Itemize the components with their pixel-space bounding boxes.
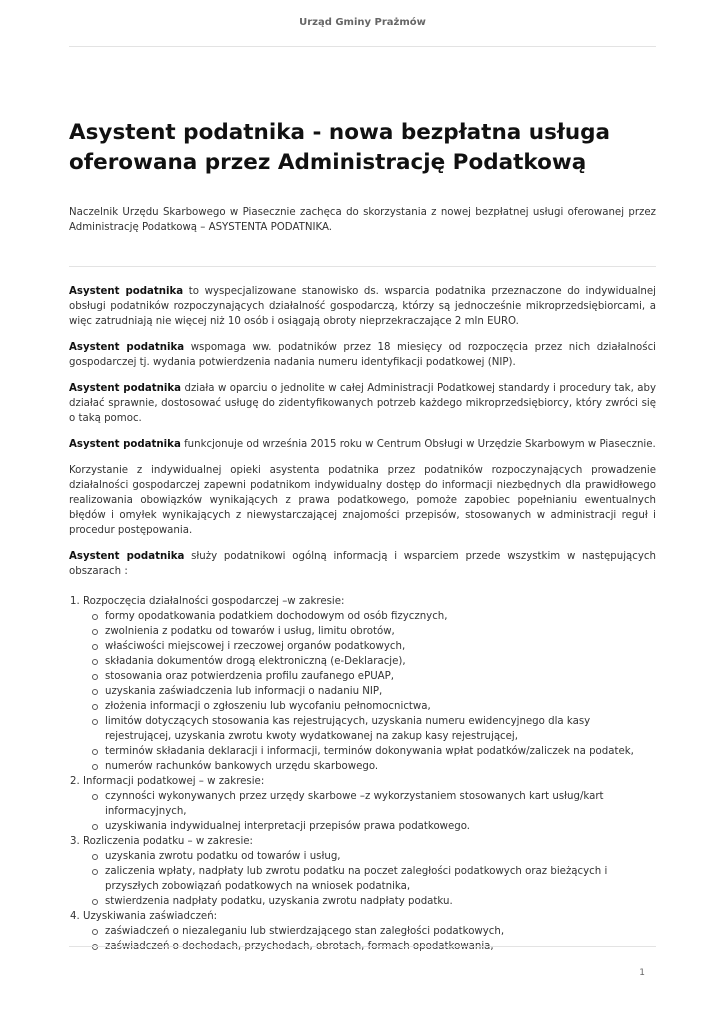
- paragraph-lead: Asystent podatnika: [69, 383, 182, 394]
- sub-list-item: złożenia informacji o zgłoszeniu lub wycofaniu pełnomocnictwa,: [91, 699, 656, 714]
- sub-list-item: formy opodatkowania podatkiem dochodowym od osób fizycznych,: [91, 609, 656, 624]
- article-intro: Naczelnik Urzędu Skarbowego w Piasecznie zachęca do skorzystania z nowej bezpłatnej usługi oferowanej przez Administrację Podatkową – ASYSTENTA PODATNIKA.: [69, 207, 656, 233]
- area-label: Rozliczenia podatku – w zakresie:: [83, 836, 253, 847]
- paragraph-lead: Asystent podatnika: [69, 286, 184, 297]
- sub-list-item: uzyskania zaświadczenia lub informacji o nadaniu NIP,: [91, 684, 656, 699]
- sub-list-item: limitów dotyczących stosowania kas rejestrujących, uzyskania numeru ewidencyjnego dla kasy rejestrującej, uzyskania zwrotu kwoty wydatkowanej na zakup kasy rejestrującej,: [91, 714, 656, 744]
- list-item: [83, 594, 656, 774]
- areas-list: [69, 594, 656, 954]
- area-label: Informacji podatkowej – w zakresie:: [83, 776, 265, 787]
- footer-divider: [69, 946, 656, 947]
- area-label: Uzyskiwania zaświadczeń:: [83, 911, 218, 922]
- list-item: [83, 834, 656, 909]
- sub-list-item: właściwości miejscowej i rzeczowej organów podatkowych,: [91, 639, 656, 654]
- paragraph: [69, 549, 656, 579]
- sub-list: [83, 849, 656, 909]
- header-divider: [69, 46, 656, 47]
- paragraph: [69, 340, 656, 370]
- article-body: [69, 284, 656, 954]
- paragraph-text: funkcjonuje od września 2015 roku w Centrum Obsługi w Urzędzie Skarbowym w Piasecznie.: [180, 439, 656, 450]
- sub-list-item: zaświadczeń o niezaleganiu lub stwierdzającego stan zaległości podatkowych,: [91, 924, 656, 939]
- paragraph: [69, 437, 656, 452]
- sub-list-item: terminów składania deklaracji i informacji, terminów dokonywania wpłat podatków/zaliczek na podatek,: [91, 744, 656, 759]
- paragraph-text: Korzystanie z indywidualnej opieki asystenta podatnika przez podatników rozpoczynających prowadzenie działalności gospodarczej zapewni podatnikom indywidualny dostęp do informacji niezbędnych dla prawidłowego realizowania obowiązków wynikających z prawa podatkowego, pomoże zapobiec popełnianiu ewentualnych błędów i omyłek wynikających z niewystarczającej znajomości przepisów, stosowanych w administracji reguł i procedur postępowania.: [69, 465, 656, 536]
- paragraph-text: to wyspecjalizowane stanowisko ds. wsparcia podatnika przeznaczone do indywidualnej obsługi podatników rozpoczynających działalność gospodarczą, którzy są jednocześnie mikroprzedsiębiorcami, a więc zatrudniają nie więcej niż 10 osób i osiągają obroty nieprzekraczające 2 mln EURO.: [69, 286, 656, 327]
- paragraph: [69, 284, 656, 329]
- paragraph-text: wspomaga ww. podatników przez 18 miesięcy od rozpoczęcia przez nich działalności gospodarczej tj. wydania potwierdzenia nadania numeru identyfikacji podatkowej (NIP).: [69, 342, 656, 368]
- article-title-line-1: Asystent podatnika - nowa bezpłatna usługa: [69, 120, 611, 145]
- paragraph-text: działa w oparciu o jednolite w całej Administracji Podatkowej standardy i procedury tak, aby działać sprawnie, dostosować usługę do zidentyfikowanych potrzeb każdego mikroprzedsiębiorcy, który zwróci się o taką pomoc.: [69, 383, 656, 424]
- sub-list-item: czynności wykonywanych przez urzędy skarbowe –z wykorzystaniem stosowanych kart usług/kart informacyjnych,: [91, 789, 656, 819]
- paragraph-lead: Asystent podatnika: [69, 551, 185, 562]
- paragraph: [69, 381, 656, 426]
- sub-list-item: zaliczenia wpłaty, nadpłaty lub zwrotu podatku na poczet zaległości podatkowych oraz bieżących i przyszłych zobowiązań podatkowych na wniosek podatnika,: [91, 864, 656, 894]
- paragraph: [69, 463, 656, 538]
- intro-divider: [69, 266, 656, 267]
- page-number: 1: [639, 968, 645, 978]
- sub-list-item: stwierdzenia nadpłaty podatku, uzyskania zwrotu nadpłaty podatku.: [91, 894, 656, 909]
- sub-list-item: numerów rachunków bankowych urzędu skarbowego.: [91, 759, 656, 774]
- paragraph-lead: Asystent podatnika: [69, 439, 181, 450]
- list-item: [83, 909, 656, 954]
- sub-list-item: uzyskiwania indywidualnej interpretacji przepisów prawa podatkowego.: [91, 819, 656, 834]
- sub-list-item: stosowania oraz potwierdzenia profilu zaufanego ePUAP,: [91, 669, 656, 684]
- sub-list-item: uzyskania zwrotu podatku od towarów i usług,: [91, 849, 656, 864]
- paragraph-lead: Asystent podatnika: [69, 342, 185, 353]
- list-item: [83, 774, 656, 834]
- sub-list: [83, 789, 656, 834]
- sub-list-item: zwolnienia z podatku od towarów i usług, limitu obrotów,: [91, 624, 656, 639]
- area-label: Rozpoczęcia działalności gospodarczej –w zakresie:: [83, 596, 345, 607]
- article-title: [69, 118, 656, 178]
- article-title-line-2: oferowana przez Administrację Podatkową: [69, 150, 587, 175]
- paragraph-text: służy podatnikowi ogólną informacją i wsparciem przede wszystkim w następujących obszarach :: [69, 551, 656, 577]
- sub-list: [83, 609, 656, 774]
- sub-list: [83, 924, 656, 954]
- sub-list-item: składania dokumentów drogą elektroniczną (e-Deklaracje),: [91, 654, 656, 669]
- header-office-name: Urząd Gminy Prażmów: [299, 17, 426, 28]
